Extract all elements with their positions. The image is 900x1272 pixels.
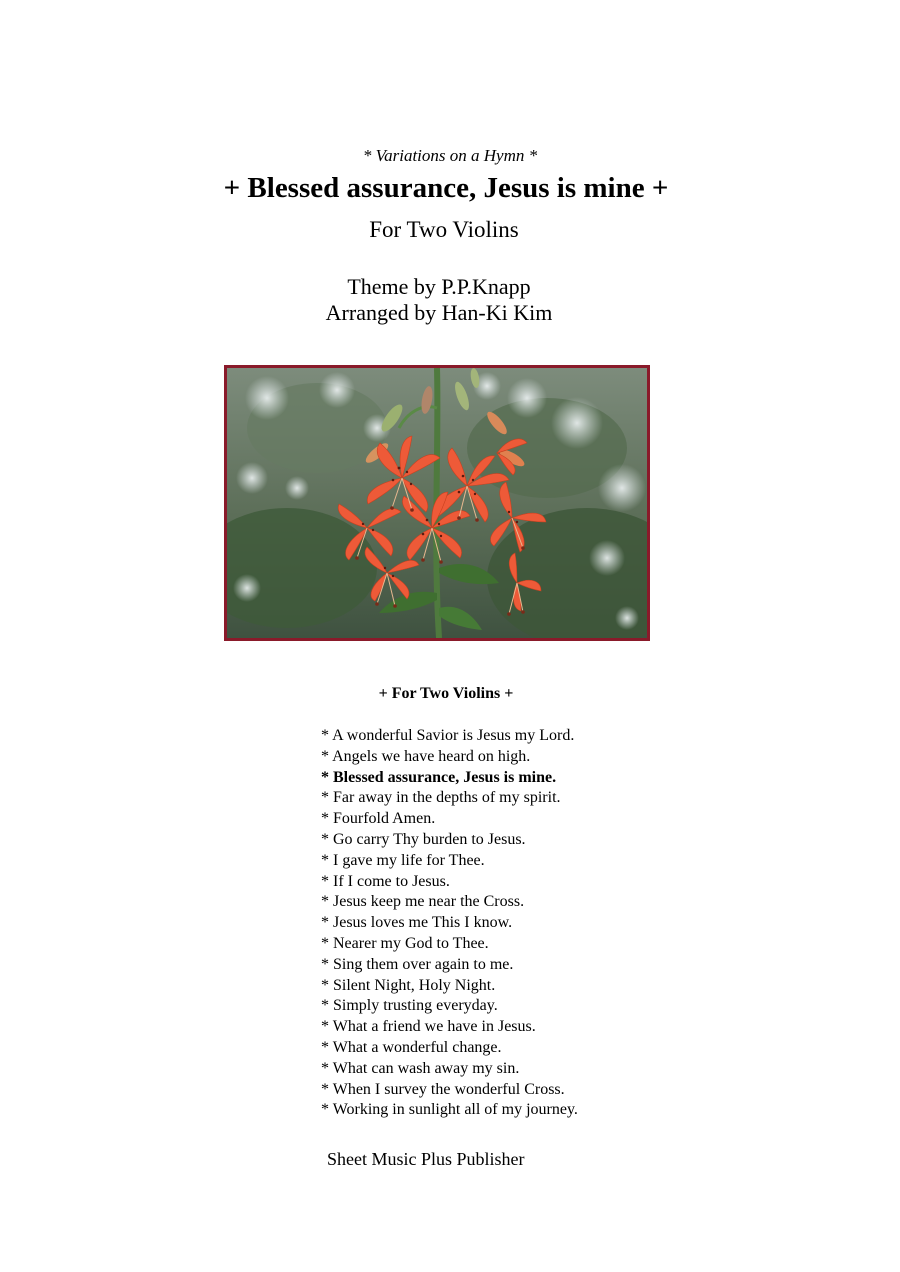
- list-item: * If I come to Jesus.: [321, 872, 450, 890]
- list-item: * Angels we have heard on high.: [321, 747, 531, 765]
- list-item: * What a wonderful change.: [321, 1038, 502, 1056]
- variations-subtitle: * Variations on a Hymn *: [362, 146, 538, 165]
- tiger-lily-image: [227, 368, 647, 638]
- list-item: * Silent Night, Holy Night.: [321, 976, 496, 994]
- list-item: * Working in sunlight all of my journey.: [321, 1101, 578, 1119]
- list-item: * Jesus keep me near the Cross.: [321, 893, 525, 911]
- list-item: * Far away in the depths of my spirit.: [321, 789, 561, 807]
- tiger-lily-photo: [224, 365, 650, 641]
- hymn-title: + Blessed assurance, Jesus is mine +: [223, 172, 669, 204]
- list-item: * What can wash away my sin.: [321, 1059, 520, 1077]
- instrumentation-label: For Two Violins: [369, 217, 519, 242]
- list-item: * Go carry Thy burden to Jesus.: [321, 830, 526, 848]
- arranger-credit: Arranged by Han-Ki Kim: [325, 300, 553, 325]
- list-item: * When I survey the wonderful Cross.: [321, 1080, 565, 1098]
- list-item: * Jesus loves me This I know.: [321, 914, 513, 932]
- list-item-current: * Blessed assurance, Jesus is mine.: [321, 768, 557, 786]
- hymn-series-list: [321, 726, 578, 1121]
- publisher-credit: Sheet Music Plus Publisher: [327, 1149, 525, 1169]
- list-item: * Nearer my God to Thee.: [321, 934, 489, 952]
- list-item: * What a friend we have in Jesus.: [321, 1018, 536, 1036]
- list-item: * Sing them over again to me.: [321, 955, 514, 973]
- list-item: * I gave my life for Thee.: [321, 851, 485, 869]
- list-item: * Fourfold Amen.: [321, 810, 436, 828]
- list-item: * Simply trusting everyday.: [321, 997, 498, 1015]
- series-list-heading: + For Two Violins +: [378, 685, 514, 702]
- theme-credit: Theme by P.P.Knapp: [347, 274, 531, 299]
- list-item: * A wonderful Savior is Jesus my Lord.: [321, 727, 575, 744]
